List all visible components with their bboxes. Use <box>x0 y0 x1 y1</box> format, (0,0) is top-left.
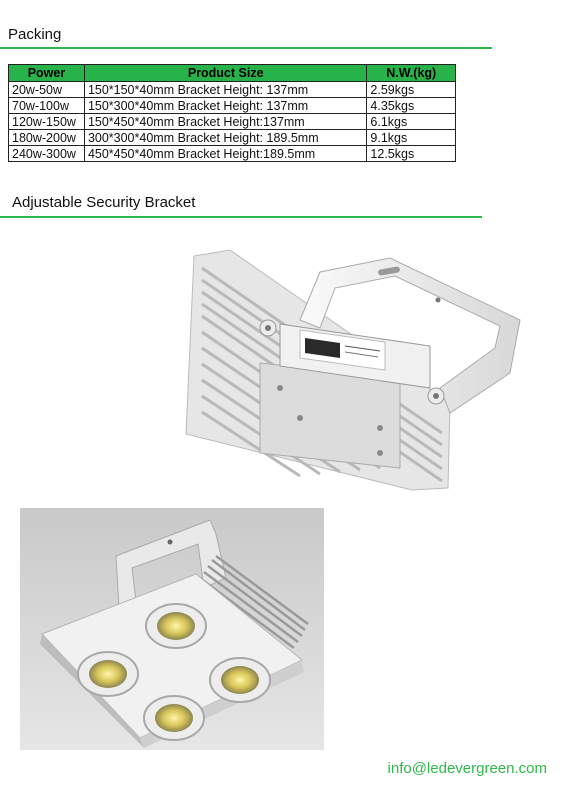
table-row <box>9 146 456 162</box>
table-header-row <box>9 65 456 82</box>
cell-power: 20w-50w <box>9 82 85 98</box>
bracket-title: Adjustable Security Bracket <box>12 194 196 211</box>
cell-net-weight: 6.1kgs <box>367 114 456 130</box>
table-row <box>9 130 456 146</box>
lamp-product-photo <box>20 508 324 750</box>
header-product-size: Product Size <box>84 65 366 82</box>
bracket-divider <box>0 216 482 218</box>
packing-divider <box>0 47 492 49</box>
cell-power: 120w-150w <box>9 114 85 130</box>
cell-product-size: 150*300*40mm Bracket Height: 137mm <box>84 98 366 114</box>
table-row <box>9 82 456 98</box>
cell-net-weight: 12.5kgs <box>367 146 456 162</box>
cell-net-weight: 4.35kgs <box>367 98 456 114</box>
cell-net-weight: 2.59kgs <box>367 82 456 98</box>
contact-email[interactable]: info@ledevergreen.com <box>387 760 547 777</box>
cell-product-size: 150*450*40mm Bracket Height:137mm <box>84 114 366 130</box>
header-net-weight: N.W.(kg) <box>367 65 456 82</box>
packing-title: Packing <box>8 26 62 43</box>
cell-power: 180w-200w <box>9 130 85 146</box>
table-row <box>9 114 456 130</box>
bracket-product-photo <box>150 228 530 508</box>
cell-net-weight: 9.1kgs <box>367 130 456 146</box>
cell-product-size: 150*150*40mm Bracket Height: 137mm <box>84 82 366 98</box>
cell-power: 240w-300w <box>9 146 85 162</box>
packing-table <box>8 64 456 162</box>
header-power: Power <box>9 65 85 82</box>
cell-product-size: 450*450*40mm Bracket Height:189.5mm <box>84 146 366 162</box>
cell-product-size: 300*300*40mm Bracket Height: 189.5mm <box>84 130 366 146</box>
cell-power: 70w-100w <box>9 98 85 114</box>
table-row <box>9 98 456 114</box>
